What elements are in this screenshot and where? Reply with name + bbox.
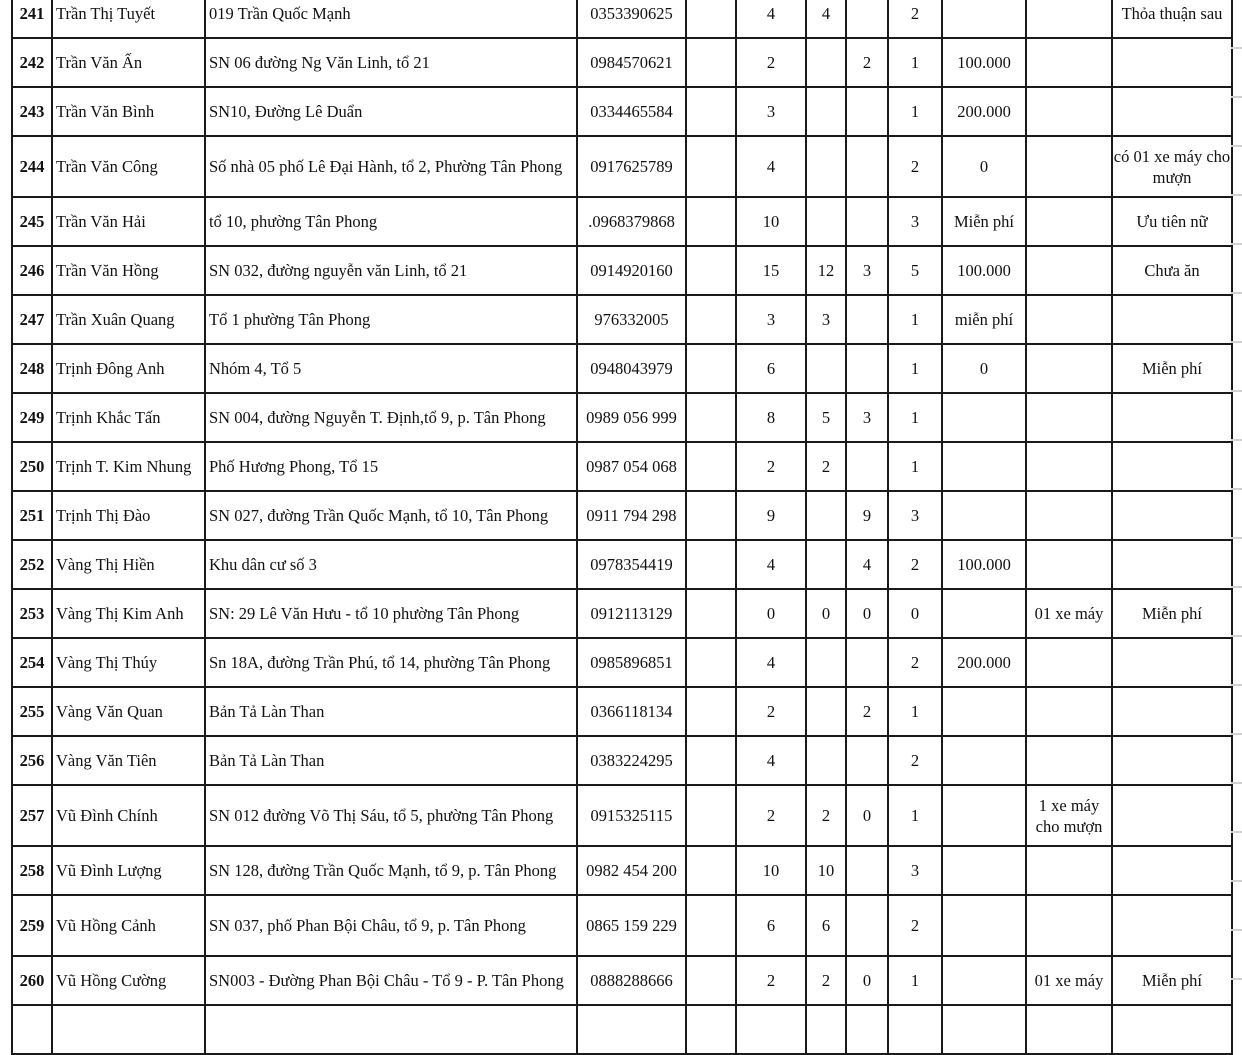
room-count: 4 [736, 736, 806, 785]
owner-name: Trịnh Khắc Tấn [52, 393, 205, 442]
count-b [846, 197, 888, 246]
room-count: 10 [736, 846, 806, 895]
price [942, 956, 1026, 1005]
count-b [846, 638, 888, 687]
count-a [806, 638, 846, 687]
note: Miễn phí [1112, 956, 1232, 1005]
note [1112, 1005, 1232, 1054]
owner-name: Vũ Đình Chính [52, 785, 205, 846]
table-row [12, 687, 1232, 736]
count-a [806, 344, 846, 393]
price: 100.000 [942, 38, 1026, 87]
count-b: 9 [846, 491, 888, 540]
owner-name: Trần Thị Tuyết [52, 0, 205, 38]
room-count: 2 [736, 687, 806, 736]
table-row [12, 246, 1232, 295]
count-c: 3 [888, 197, 942, 246]
room-count: 15 [736, 246, 806, 295]
address: SN10, Đường Lê Duẩn [205, 87, 577, 136]
count-a: 4 [806, 0, 846, 38]
price [942, 895, 1026, 956]
count-a [806, 491, 846, 540]
address: SN 027, đường Trần Quốc Mạnh, tổ 10, Tân Phong [205, 491, 577, 540]
count-c: 1 [888, 38, 942, 87]
price: Miễn phí [942, 197, 1026, 246]
room-count: 4 [736, 136, 806, 197]
phone-number: 0915325115 [577, 785, 686, 846]
address: Sn 18A, đường Trần Phú, tổ 14, phường Tân Phong [205, 638, 577, 687]
table-row [12, 895, 1232, 956]
phone-number: 0978354419 [577, 540, 686, 589]
count-b: 4 [846, 540, 888, 589]
room-count: 6 [736, 895, 806, 956]
count-b [846, 736, 888, 785]
row-number: 254 [12, 638, 52, 687]
owner-name: Trần Văn Hồng [52, 246, 205, 295]
room-count [736, 1005, 806, 1054]
support [1026, 197, 1112, 246]
count-a: 0 [806, 589, 846, 638]
count-a: 2 [806, 442, 846, 491]
count-c: 2 [888, 0, 942, 38]
phone-number: 0912113129 [577, 589, 686, 638]
count-b: 2 [846, 687, 888, 736]
phone-number: 0911 794 298 [577, 491, 686, 540]
blank-cell [686, 638, 736, 687]
blank-cell [686, 246, 736, 295]
count-c: 0 [888, 589, 942, 638]
price [942, 589, 1026, 638]
phone-number: 0948043979 [577, 344, 686, 393]
count-b: 3 [846, 393, 888, 442]
support [1026, 295, 1112, 344]
blank-cell [686, 687, 736, 736]
blank-cell [686, 785, 736, 846]
row-number [12, 1005, 52, 1054]
note: Chưa ăn [1112, 246, 1232, 295]
table-row [12, 846, 1232, 895]
note [1112, 638, 1232, 687]
owner-name: Vàng Thị Thúy [52, 638, 205, 687]
price: 0 [942, 136, 1026, 197]
address: SN 037, phố Phan Bội Châu, tổ 9, p. Tân Phong [205, 895, 577, 956]
note [1112, 491, 1232, 540]
support [1026, 846, 1112, 895]
note [1112, 785, 1232, 846]
address: SN 012 đường Võ Thị Sáu, tổ 5, phường Tân Phong [205, 785, 577, 846]
note: Miễn phí [1112, 344, 1232, 393]
support [1026, 344, 1112, 393]
blank-cell [686, 589, 736, 638]
support [1026, 38, 1112, 87]
owner-name [52, 1005, 205, 1054]
owner-name: Trần Văn Bình [52, 87, 205, 136]
note [1112, 442, 1232, 491]
count-a: 2 [806, 956, 846, 1005]
table-row [12, 785, 1232, 846]
count-a [806, 136, 846, 197]
blank-cell [686, 0, 736, 38]
phone-number: 0865 159 229 [577, 895, 686, 956]
table-row [12, 736, 1232, 785]
address: Khu dân cư số 3 [205, 540, 577, 589]
sheet-edge [1231, 0, 1242, 1000]
owner-name: Vàng Văn Tiên [52, 736, 205, 785]
room-count: 2 [736, 956, 806, 1005]
count-b: 0 [846, 589, 888, 638]
row-number: 259 [12, 895, 52, 956]
row-number: 249 [12, 393, 52, 442]
note [1112, 540, 1232, 589]
blank-cell [686, 197, 736, 246]
blank-cell [686, 295, 736, 344]
count-c: 1 [888, 785, 942, 846]
phone-number: 0989 056 999 [577, 393, 686, 442]
count-c: 2 [888, 736, 942, 785]
blank-cell [686, 540, 736, 589]
price [942, 1005, 1026, 1054]
owner-name: Trịnh Thị Đào [52, 491, 205, 540]
count-b [846, 1005, 888, 1054]
blank-cell [686, 393, 736, 442]
price [942, 846, 1026, 895]
count-c: 1 [888, 87, 942, 136]
blank-cell [686, 136, 736, 197]
count-c: 1 [888, 344, 942, 393]
count-a: 10 [806, 846, 846, 895]
note: Ưu tiên nữ [1112, 197, 1232, 246]
count-a [806, 1005, 846, 1054]
owner-name: Vàng Thị Hiền [52, 540, 205, 589]
count-a [806, 540, 846, 589]
table-row [12, 136, 1232, 197]
count-b [846, 846, 888, 895]
row-number: 244 [12, 136, 52, 197]
blank-cell [686, 956, 736, 1005]
row-number: 257 [12, 785, 52, 846]
price [942, 0, 1026, 38]
address: Tổ 1 phường Tân Phong [205, 295, 577, 344]
count-a: 6 [806, 895, 846, 956]
owner-name: Vàng Thị Kim Anh [52, 589, 205, 638]
row-number: 260 [12, 956, 52, 1005]
table-row [12, 295, 1232, 344]
support [1026, 540, 1112, 589]
row-number: 252 [12, 540, 52, 589]
count-b [846, 295, 888, 344]
count-c: 5 [888, 246, 942, 295]
address [205, 1005, 577, 1054]
price: miễn phí [942, 295, 1026, 344]
note [1112, 393, 1232, 442]
support: 01 xe máy [1026, 589, 1112, 638]
address: tổ 10, phường Tân Phong [205, 197, 577, 246]
count-a: 3 [806, 295, 846, 344]
count-b: 3 [846, 246, 888, 295]
owner-name: Trần Xuân Quang [52, 295, 205, 344]
count-c: 1 [888, 956, 942, 1005]
phone-number: 0353390625 [577, 0, 686, 38]
support [1026, 736, 1112, 785]
phone-number: 0383224295 [577, 736, 686, 785]
count-a [806, 87, 846, 136]
price [942, 736, 1026, 785]
room-count: 4 [736, 540, 806, 589]
count-a [806, 197, 846, 246]
count-a [806, 736, 846, 785]
note [1112, 38, 1232, 87]
count-b [846, 136, 888, 197]
blank-cell [686, 38, 736, 87]
address: Bản Tả Làn Than [205, 687, 577, 736]
support: 01 xe máy [1026, 956, 1112, 1005]
phone-number: 0334465584 [577, 87, 686, 136]
support [1026, 87, 1112, 136]
blank-cell [686, 846, 736, 895]
table-row [12, 344, 1232, 393]
row-number: 258 [12, 846, 52, 895]
owner-name: Trần Văn Hải [52, 197, 205, 246]
table-row [12, 540, 1232, 589]
address: Nhóm 4, Tổ 5 [205, 344, 577, 393]
price [942, 393, 1026, 442]
count-a: 2 [806, 785, 846, 846]
phone-number [577, 1005, 686, 1054]
count-c: 2 [888, 895, 942, 956]
price [942, 687, 1026, 736]
count-b: 0 [846, 956, 888, 1005]
address: SN 06 đường Ng Văn Linh, tổ 21 [205, 38, 577, 87]
support [1026, 442, 1112, 491]
row-number: 246 [12, 246, 52, 295]
room-count: 6 [736, 344, 806, 393]
room-count: 8 [736, 393, 806, 442]
blank-cell [686, 344, 736, 393]
price: 100.000 [942, 540, 1026, 589]
table-row [12, 589, 1232, 638]
row-number: 247 [12, 295, 52, 344]
note [1112, 295, 1232, 344]
phone-number: .0968379868 [577, 197, 686, 246]
row-number: 243 [12, 87, 52, 136]
note [1112, 895, 1232, 956]
phone-number: 0984570621 [577, 38, 686, 87]
row-number: 255 [12, 687, 52, 736]
count-a [806, 38, 846, 87]
table-row [12, 638, 1232, 687]
note [1112, 736, 1232, 785]
count-b [846, 87, 888, 136]
room-count: 4 [736, 638, 806, 687]
price [942, 491, 1026, 540]
count-a [806, 687, 846, 736]
table-row [12, 393, 1232, 442]
count-c: 1 [888, 442, 942, 491]
count-c: 1 [888, 393, 942, 442]
table-row [12, 0, 1232, 38]
blank-cell [686, 442, 736, 491]
note [1112, 687, 1232, 736]
phone-number: 0982 454 200 [577, 846, 686, 895]
owner-name: Vũ Hồng Cảnh [52, 895, 205, 956]
count-b: 0 [846, 785, 888, 846]
owner-name: Vàng Văn Quan [52, 687, 205, 736]
room-count: 3 [736, 87, 806, 136]
address: Phố Hương Phong, Tổ 15 [205, 442, 577, 491]
table-row [12, 1005, 1232, 1054]
count-b [846, 895, 888, 956]
room-count: 0 [736, 589, 806, 638]
room-count: 2 [736, 442, 806, 491]
room-count: 10 [736, 197, 806, 246]
note [1112, 846, 1232, 895]
address: Số nhà 05 phố Lê Đại Hành, tổ 2, Phường Tân Phong [205, 136, 577, 197]
price [942, 442, 1026, 491]
price: 0 [942, 344, 1026, 393]
count-b: 2 [846, 38, 888, 87]
count-c: 2 [888, 136, 942, 197]
room-count: 2 [736, 785, 806, 846]
phone-number: 0914920160 [577, 246, 686, 295]
room-count: 9 [736, 491, 806, 540]
phone-number: 0985896851 [577, 638, 686, 687]
table-row [12, 87, 1232, 136]
row-number: 253 [12, 589, 52, 638]
count-b [846, 442, 888, 491]
owner-name: Trịnh T. Kim Nhung [52, 442, 205, 491]
phone-number: 0917625789 [577, 136, 686, 197]
table-row [12, 442, 1232, 491]
count-b [846, 0, 888, 38]
support [1026, 1005, 1112, 1054]
note: có 01 xe máy cho mượn [1112, 136, 1232, 197]
row-number: 251 [12, 491, 52, 540]
support [1026, 687, 1112, 736]
owner-name: Vũ Đình Lượng [52, 846, 205, 895]
phone-number: 0366118134 [577, 687, 686, 736]
table-row [12, 956, 1232, 1005]
address: SN: 29 Lê Văn Hưu - tổ 10 phường Tân Phong [205, 589, 577, 638]
row-number: 242 [12, 38, 52, 87]
row-number: 250 [12, 442, 52, 491]
table-row [12, 491, 1232, 540]
support [1026, 638, 1112, 687]
price: 200.000 [942, 87, 1026, 136]
room-count: 3 [736, 295, 806, 344]
address: SN 004, đường Nguyễn T. Định,tổ 9, p. Tân Phong [205, 393, 577, 442]
price: 100.000 [942, 246, 1026, 295]
address: 019 Trần Quốc Mạnh [205, 0, 577, 38]
blank-cell [686, 1005, 736, 1054]
support [1026, 491, 1112, 540]
address: SN 128, đường Trần Quốc Mạnh, tổ 9, p. Tân Phong [205, 846, 577, 895]
support [1026, 136, 1112, 197]
table-row [12, 38, 1232, 87]
address: SN 032, đường nguyễn văn Linh, tổ 21 [205, 246, 577, 295]
support [1026, 0, 1112, 38]
support [1026, 393, 1112, 442]
address: SN003 - Đường Phan Bội Châu - Tổ 9 - P. Tân Phong [205, 956, 577, 1005]
phone-number: 0888288666 [577, 956, 686, 1005]
count-c: 3 [888, 846, 942, 895]
note [1112, 87, 1232, 136]
table-row [12, 197, 1232, 246]
price: 200.000 [942, 638, 1026, 687]
owner-name: Trần Văn Công [52, 136, 205, 197]
row-number: 248 [12, 344, 52, 393]
note: Thỏa thuận sau [1112, 0, 1232, 38]
count-c: 2 [888, 638, 942, 687]
count-a: 12 [806, 246, 846, 295]
support [1026, 246, 1112, 295]
count-c: 2 [888, 540, 942, 589]
row-number: 256 [12, 736, 52, 785]
blank-cell [686, 736, 736, 785]
room-count: 4 [736, 0, 806, 38]
price [942, 785, 1026, 846]
support: 1 xe máy cho mượn [1026, 785, 1112, 846]
count-c: 3 [888, 491, 942, 540]
count-c: 1 [888, 295, 942, 344]
count-b [846, 344, 888, 393]
address: Bản Tả Làn Than [205, 736, 577, 785]
phone-number: 0987 054 068 [577, 442, 686, 491]
count-c: 1 [888, 687, 942, 736]
row-number: 245 [12, 197, 52, 246]
owner-name: Vũ Hồng Cường [52, 956, 205, 1005]
support [1026, 895, 1112, 956]
blank-cell [686, 491, 736, 540]
phone-number: 976332005 [577, 295, 686, 344]
count-c [888, 1005, 942, 1054]
room-count: 2 [736, 38, 806, 87]
row-number: 241 [12, 0, 52, 38]
blank-cell [686, 895, 736, 956]
accommodation-table [11, 0, 1233, 1055]
note: Miễn phí [1112, 589, 1232, 638]
table-body [12, 0, 1232, 1054]
count-a: 5 [806, 393, 846, 442]
owner-name: Trịnh Đông Anh [52, 344, 205, 393]
owner-name: Trần Văn Ấn [52, 38, 205, 87]
blank-cell [686, 87, 736, 136]
